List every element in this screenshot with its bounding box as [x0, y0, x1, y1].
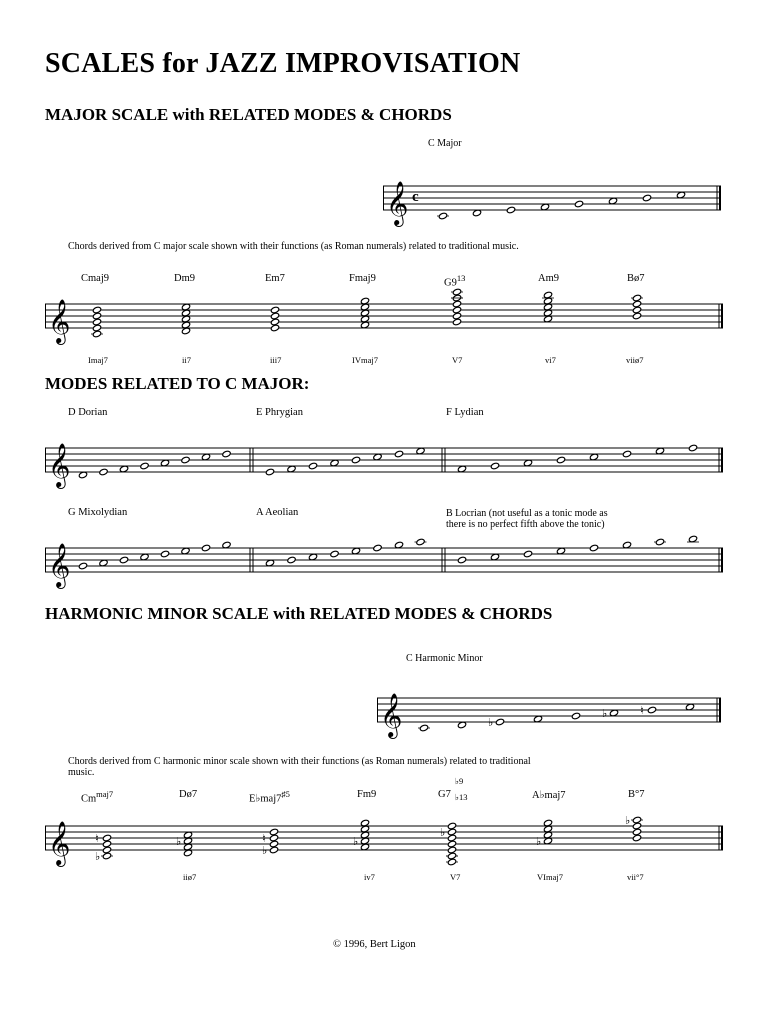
note-head	[222, 450, 231, 458]
note-head	[574, 200, 583, 208]
note-head	[642, 194, 651, 202]
modes-staff-row-1	[45, 440, 725, 490]
note-head	[571, 712, 580, 720]
major-chords-staff	[45, 296, 725, 346]
flat-icon: ♭	[440, 826, 446, 839]
treble-clef-icon: 𝄞	[48, 299, 71, 343]
note-head	[688, 444, 697, 452]
note-head	[330, 550, 339, 558]
mode-name: B Locrian (not useful as a tonic mode as there is no perfect fifth above the tonic)	[446, 508, 608, 530]
treble-clef-icon: 𝄞	[386, 181, 409, 225]
chord-function: Imaj7	[88, 355, 108, 365]
note-head	[495, 718, 504, 726]
note-head	[647, 706, 656, 714]
note-head	[99, 468, 108, 476]
note-head	[102, 834, 111, 842]
mode-name: E Phrygian	[256, 407, 303, 418]
note-head	[457, 556, 466, 564]
chord-function: ii7	[182, 355, 191, 365]
note-head	[351, 456, 360, 464]
chord-name: $Cm^{maj7}$	[81, 789, 114, 805]
mode-name: D Dorian	[68, 407, 108, 418]
note-head	[119, 556, 128, 564]
note-head	[490, 462, 499, 470]
chord-name: A♭maj7	[532, 790, 566, 801]
copyright-footer: © 1996, Bert Ligon	[333, 939, 416, 950]
chord-name: Dø7	[179, 789, 198, 800]
note-head	[632, 816, 641, 824]
flat-icon: ♭	[625, 814, 631, 827]
treble-clef-icon: 𝄞	[48, 443, 71, 487]
note-head	[308, 462, 317, 470]
harmonic-chords-staff	[45, 816, 725, 872]
chord-name: Cmaj9	[81, 273, 109, 284]
flat-icon: ♭	[176, 835, 182, 848]
note-head	[419, 724, 428, 732]
note-head	[92, 306, 101, 314]
harmonic-section-heading: HARMONIC MINOR SCALE with RELATED MODES & CHORDS	[45, 604, 553, 623]
note-head	[447, 822, 456, 830]
flat-icon: ♭	[353, 835, 359, 848]
note-head	[506, 206, 515, 214]
note-head	[373, 544, 382, 552]
natural-icon: ♮	[262, 832, 266, 845]
chord-function: vii°7	[627, 872, 644, 882]
note-head	[416, 538, 425, 546]
note-head	[270, 306, 279, 314]
chord-function: iiø7	[183, 872, 197, 882]
flat-icon: ♭	[536, 835, 542, 848]
note-head	[78, 562, 87, 570]
chord-function: viiø7	[626, 355, 644, 365]
note-head	[438, 212, 447, 220]
natural-icon: ♮	[95, 832, 99, 845]
chord-function: iv7	[364, 872, 375, 882]
note-head	[556, 456, 565, 464]
note-head	[269, 828, 278, 836]
note-head	[394, 450, 403, 458]
note-head	[655, 538, 664, 546]
chord-name: B°7	[628, 789, 645, 800]
chord-name: Fm9	[357, 789, 377, 800]
major-section-heading: MAJOR SCALE with RELATED MODES & CHORDS	[45, 105, 452, 124]
note-head	[181, 456, 190, 464]
page-title: SCALES for JAZZ IMPROVISATION	[45, 48, 521, 79]
treble-clef-icon: 𝄞	[380, 693, 403, 737]
note-head	[287, 556, 296, 564]
flat-icon: ♭	[488, 716, 494, 729]
chord-function: V7	[450, 872, 461, 882]
note-head	[589, 544, 598, 552]
modes-staff-row-2	[45, 540, 725, 590]
chord-name: $E♭maj7^{♯5}$	[249, 789, 290, 805]
chord-name: $G9^{13}$	[444, 273, 466, 289]
c-major-scale-label: C Major	[428, 138, 462, 149]
note-head	[452, 288, 461, 296]
chord-name: Em7	[265, 273, 285, 284]
major-chords-description: Chords derived from C major scale shown with their functions (as Roman numerals) related to traditional music.	[68, 241, 519, 252]
chord-name: Dm9	[174, 273, 195, 284]
chord-function: V7	[452, 355, 463, 365]
chord-name: Fmaj9	[349, 273, 376, 284]
harmonic-chords-description: Chords derived from C harmonic minor scale shown with their functions (as Roman numerals) related to traditional music.	[68, 756, 531, 778]
note-head	[265, 468, 274, 476]
flat-icon: ♭	[262, 844, 268, 857]
flat-icon: ♭	[602, 707, 608, 720]
note-head	[632, 294, 641, 302]
mode-name: G Mixolydian	[68, 507, 128, 518]
c-major-scale-staff	[383, 178, 723, 228]
natural-icon: ♮	[640, 704, 644, 717]
common-time-icon: c	[412, 189, 419, 205]
note-head	[160, 550, 169, 558]
mode-name: F Lydian	[446, 407, 484, 418]
chord-function: iii7	[270, 355, 282, 365]
mode-name: A Aeolian	[256, 507, 299, 518]
chord-name: Am9	[538, 273, 559, 284]
treble-clef-icon: 𝄞	[48, 543, 71, 587]
note-head	[201, 544, 210, 552]
chord-function: IVmaj7	[352, 355, 378, 365]
note-head	[140, 462, 149, 470]
chord-function: vi7	[545, 355, 556, 365]
chord-function: VImaj7	[537, 872, 563, 882]
c-harmonic-minor-label: C Harmonic Minor	[406, 653, 483, 664]
chord-name: Bø7	[627, 273, 645, 284]
note-head	[622, 450, 631, 458]
treble-clef-icon: 𝄞	[48, 821, 71, 865]
c-harmonic-minor-staff	[377, 690, 723, 740]
chord-name: G7 ♭9 ♭13	[438, 776, 468, 802]
note-head	[523, 550, 532, 558]
flat-icon: ♭	[95, 850, 101, 863]
modes-section-heading: MODES RELATED TO C MAJOR:	[45, 374, 310, 393]
